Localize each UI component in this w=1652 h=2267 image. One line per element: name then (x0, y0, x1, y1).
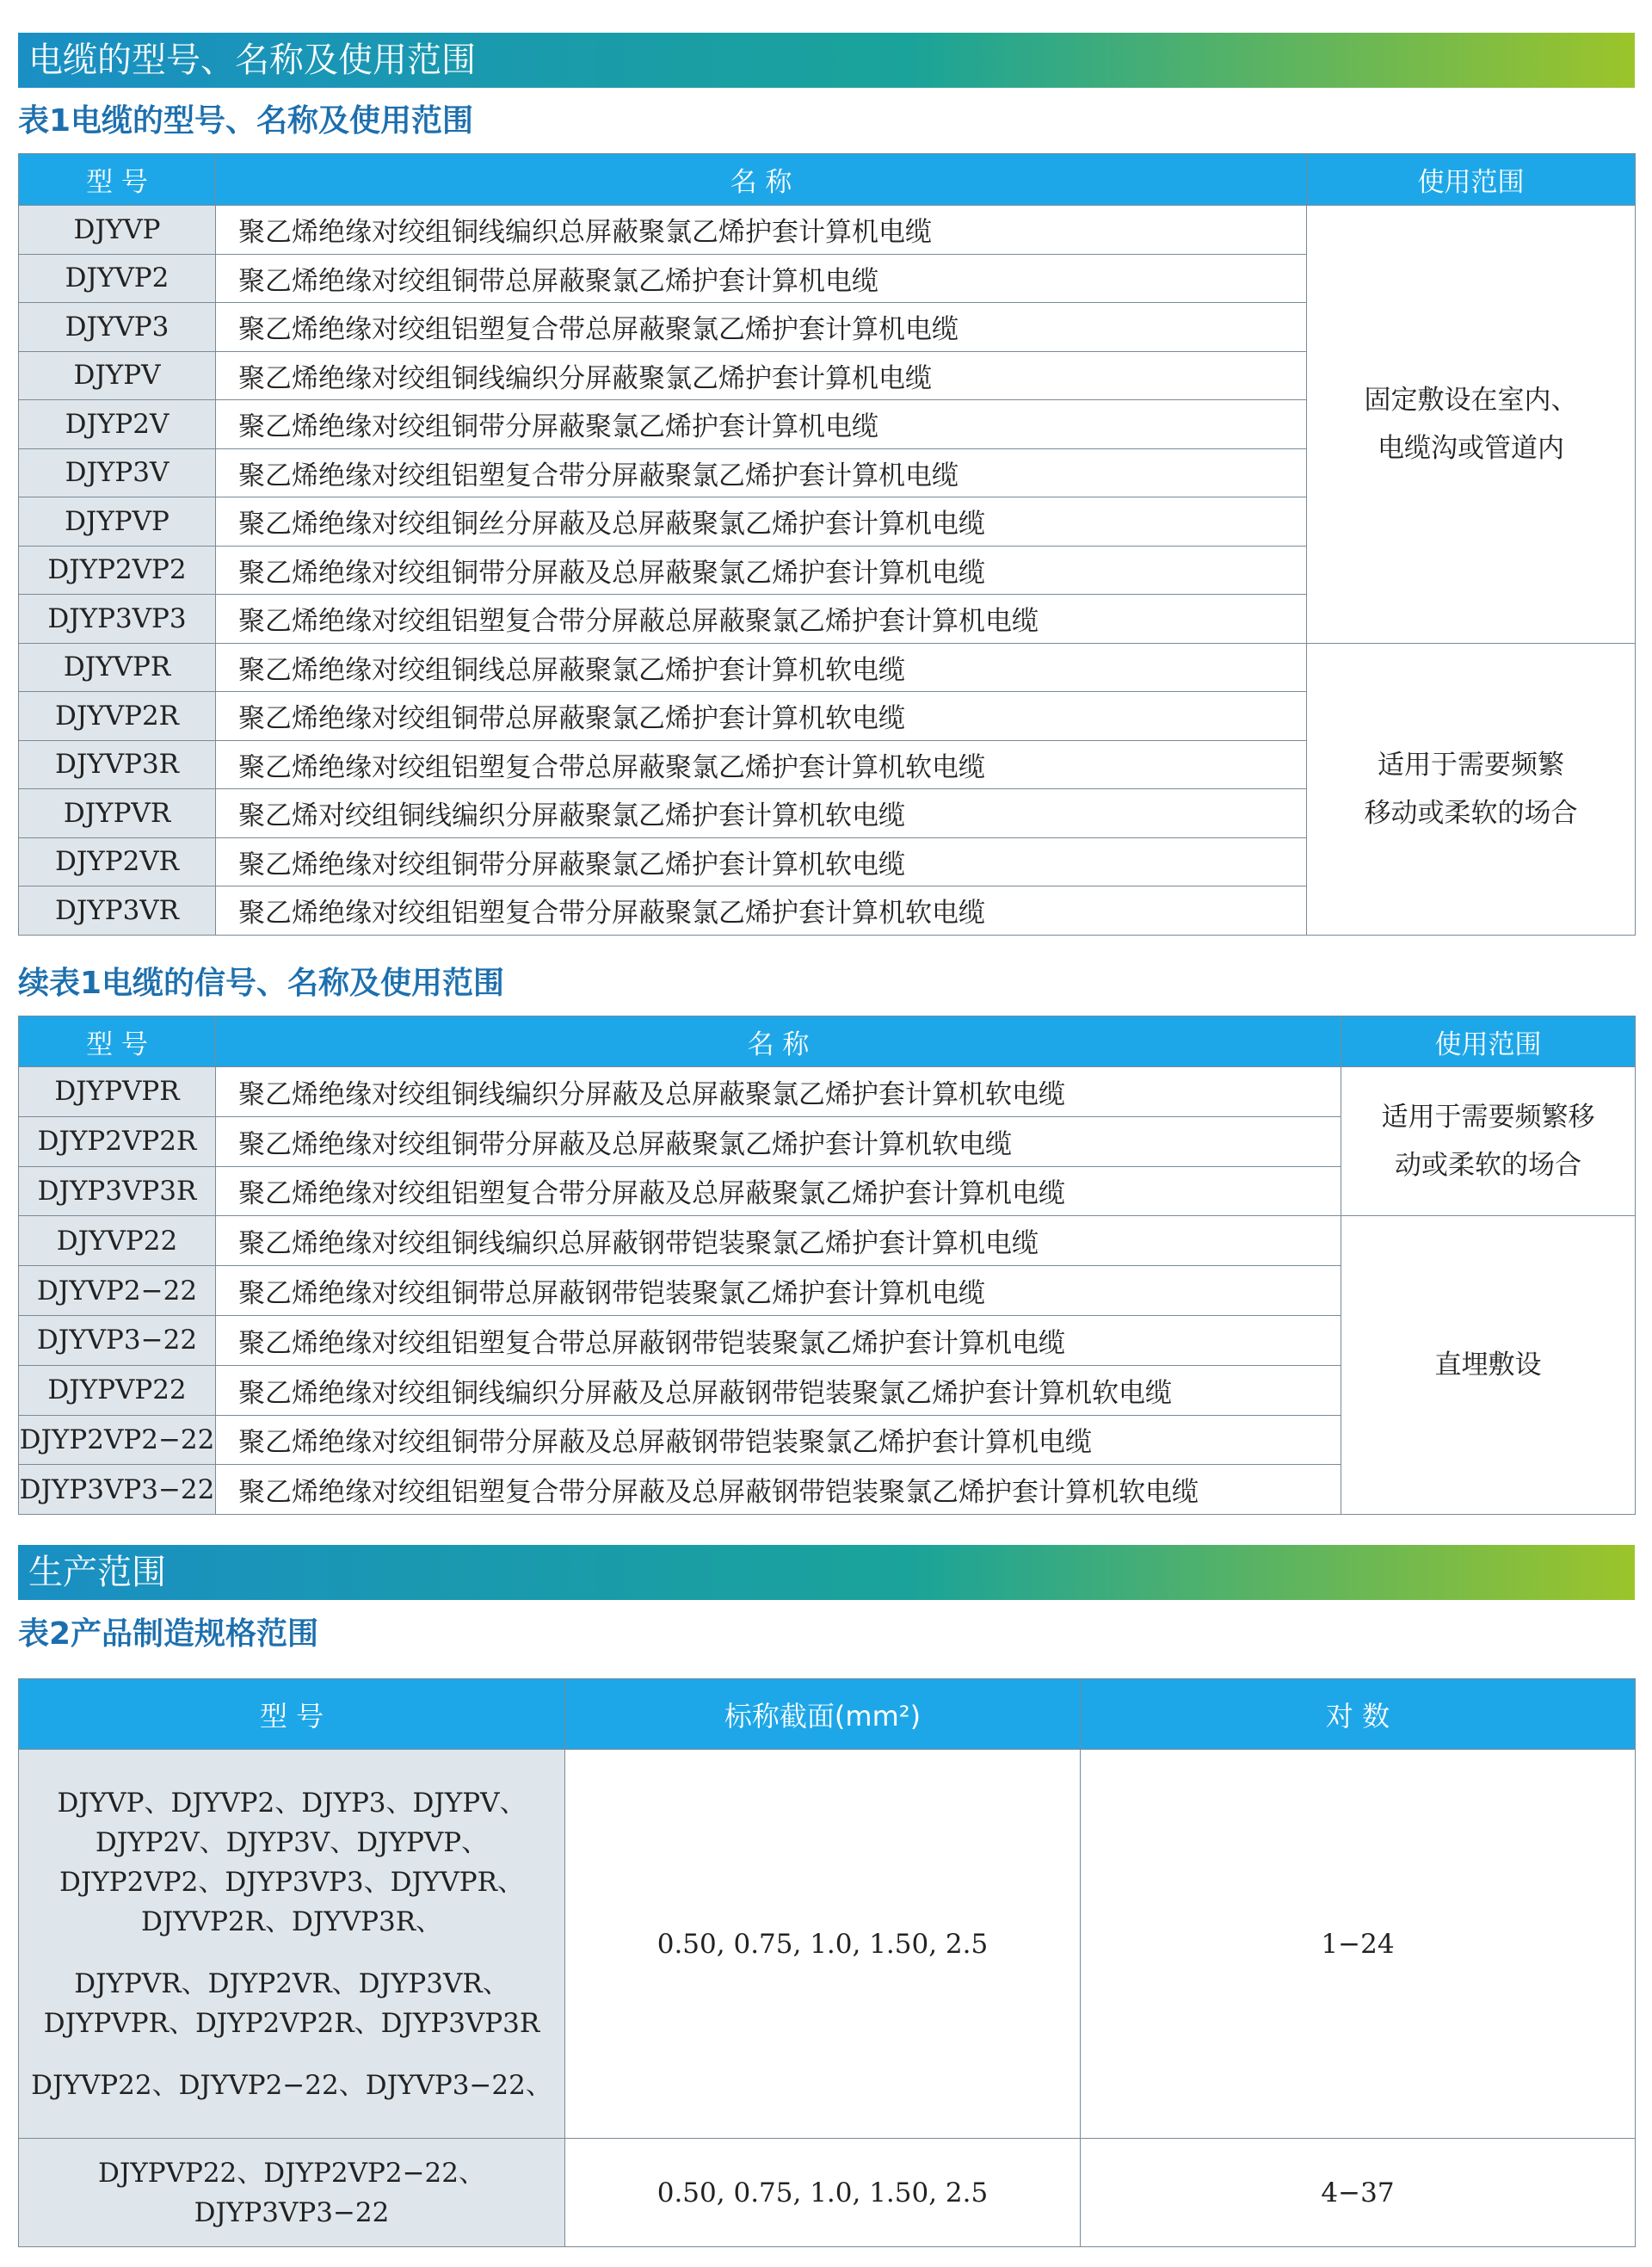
header-pairs: 对 数 (1081, 1679, 1636, 1750)
model-cell: DJYP2VP2−22 (19, 1415, 216, 1465)
model-line: DJYVP2R、DJYVP3R、 (140, 1906, 443, 1937)
name-cell: 聚乙烯绝缘对绞组铜线编织分屏蔽及总屏蔽聚氯乙烯护套计算机软电缆 (216, 1067, 1341, 1117)
name-cell: 聚乙烯对绞组铜线编织分屏蔽聚氯乙烯护套计算机软电缆 (216, 789, 1307, 838)
name-cell: 聚乙烯绝缘对绞组铜带总屏蔽聚氯乙烯护套计算机电缆 (216, 254, 1307, 303)
name-cell: 聚乙烯绝缘对绞组铝塑复合带分屏蔽聚氯乙烯护套计算机电缆 (216, 448, 1307, 497)
name-cell: 聚乙烯绝缘对绞组铜线编织总屏蔽钢带铠装聚氯乙烯护套计算机电缆 (216, 1216, 1341, 1266)
name-cell: 聚乙烯绝缘对绞组铝塑复合带分屏蔽及总屏蔽聚氯乙烯护套计算机电缆 (216, 1166, 1341, 1216)
model-cell: DJYP3VR (19, 886, 216, 936)
header-name: 名 称 (216, 154, 1307, 206)
name-cell: 聚乙烯绝缘对绞组铜带分屏蔽及总屏蔽钢带铠装聚氯乙烯护套计算机电缆 (216, 1415, 1341, 1465)
section-banner-cable-types: 电缆的型号、名称及使用范围 (18, 33, 1635, 88)
table2-caption: 表2产品制造规格范围 (18, 1616, 319, 1652)
model-list-cell (19, 2139, 565, 2247)
model-cell: DJYP3VP3 (19, 595, 216, 644)
table1 (18, 153, 1636, 936)
usage-cell (1341, 1067, 1636, 1216)
name-cell: 聚乙烯绝缘对绞组铝塑复合带总屏蔽聚氯乙烯护套计算机电缆 (216, 303, 1307, 352)
header-nominal-section: 标称截面(mm²) (565, 1679, 1081, 1750)
model-cell: DJYVP (19, 206, 216, 255)
usage-cell (1307, 643, 1636, 935)
name-cell: 聚乙烯绝缘对绞组铜线编织分屏蔽聚氯乙烯护套计算机电缆 (216, 351, 1307, 400)
model-line: DJYVP、DJYVP2、DJYP3、DJYPV、 (57, 1787, 527, 1819)
model-cell: DJYVPR (19, 643, 216, 692)
model-cell: DJYP2VR (19, 837, 216, 886)
model-cell: DJYVP2 (19, 254, 216, 303)
table-row (19, 206, 1636, 255)
name-cell: 聚乙烯绝缘对绞组铜带分屏蔽及总屏蔽聚氯乙烯护套计算机电缆 (216, 546, 1307, 595)
model-cell: DJYP2VP2R (19, 1116, 216, 1166)
model-cell: DJYPVP22 (19, 1365, 216, 1415)
name-cell: 聚乙烯绝缘对绞组铜丝分屏蔽及总屏蔽聚氯乙烯护套计算机电缆 (216, 497, 1307, 547)
model-line: DJYP2VP2、DJYP3VP3、DJYVPR、 (59, 1866, 524, 1898)
nominal-section-cell: 0.50, 0.75, 1.0, 1.50, 2.5 (565, 1750, 1081, 2139)
name-cell: 聚乙烯绝缘对绞组铝塑复合带总屏蔽聚氯乙烯护套计算机软电缆 (216, 740, 1307, 789)
model-line: DJYPVR、DJYP2VR、DJYP3VR、 (74, 1967, 509, 1999)
model-cell: DJYPVP (19, 497, 216, 547)
nominal-section-cell: 0.50, 0.75, 1.0, 1.50, 2.5 (565, 2139, 1081, 2247)
model-cell: DJYPV (19, 351, 216, 400)
usage-line: 移动或柔软的场合 (1364, 797, 1578, 829)
model-cell: DJYVP3 (19, 303, 216, 352)
header-usage: 使用范围 (1307, 154, 1636, 206)
name-cell: 聚乙烯绝缘对绞组铝塑复合带总屏蔽钢带铠装聚氯乙烯护套计算机电缆 (216, 1315, 1341, 1365)
model-cell: DJYVP3−22 (19, 1315, 216, 1365)
name-cell: 聚乙烯绝缘对绞组铝塑复合带分屏蔽及总屏蔽钢带铠装聚氯乙烯护套计算机软电缆 (216, 1465, 1341, 1515)
table-row (19, 2139, 1636, 2247)
name-cell: 聚乙烯绝缘对绞组铜线编织总屏蔽聚氯乙烯护套计算机电缆 (216, 206, 1307, 255)
name-cell: 聚乙烯绝缘对绞组铜带总屏蔽钢带铠装聚氯乙烯护套计算机电缆 (216, 1266, 1341, 1316)
usage-line: 动或柔软的场合 (1395, 1150, 1581, 1182)
table-row (19, 643, 1636, 692)
usage-line: 适用于需要频繁移 (1381, 1102, 1595, 1134)
model-cell: DJYP3V (19, 448, 216, 497)
name-cell: 聚乙烯绝缘对绞组铜带分屏蔽聚氯乙烯护套计算机软电缆 (216, 837, 1307, 886)
model-line: DJYVP22、DJYVP2−22、DJYVP3−22、 (31, 2069, 552, 2101)
model-cell: DJYVP2R (19, 692, 216, 741)
model-cell: DJYVP3R (19, 740, 216, 789)
model-line: DJYPVPR、DJYP2VP2R、DJYP3VP3R (43, 2007, 540, 2039)
header-model: 型 号 (19, 154, 216, 206)
model-line: DJYP2V、DJYP3V、DJYPVP、 (95, 1826, 489, 1858)
usage-line: 适用于需要频繁 (1378, 749, 1564, 781)
name-cell: 聚乙烯绝缘对绞组铜带总屏蔽聚氯乙烯护套计算机软电缆 (216, 692, 1307, 741)
model-cell: DJYP2V (19, 400, 216, 449)
name-cell: 聚乙烯绝缘对绞组铜带分屏蔽及总屏蔽聚氯乙烯护套计算机软电缆 (216, 1116, 1341, 1166)
usage-cell (1341, 1216, 1636, 1515)
model-cell: DJYVP22 (19, 1216, 216, 1266)
pairs-cell: 1−24 (1081, 1750, 1636, 2139)
name-cell: 聚乙烯绝缘对绞组铝塑复合带分屏蔽聚氯乙烯护套计算机软电缆 (216, 886, 1307, 936)
model-cell: DJYPVPR (19, 1067, 216, 1117)
name-cell: 聚乙烯绝缘对绞组铝塑复合带分屏蔽总屏蔽聚氯乙烯护套计算机电缆 (216, 595, 1307, 644)
model-cell: DJYVP2−22 (19, 1266, 216, 1316)
model-line: DJYPVP22、DJYP2VP2−22、 (97, 2157, 485, 2189)
header-model: 型 号 (19, 1016, 216, 1067)
table1-caption: 表1电缆的型号、名称及使用范围 (18, 103, 474, 139)
table1-continued (18, 1016, 1636, 1515)
section-banner-production-range: 生产范围 (18, 1545, 1635, 1600)
pairs-cell: 4−37 (1081, 2139, 1636, 2247)
model-cell: DJYP3VP3−22 (19, 1465, 216, 1515)
model-cell: DJYPVR (19, 789, 216, 838)
table-row (19, 1750, 1636, 2139)
model-cell: DJYP3VP3R (19, 1166, 216, 1216)
header-name: 名 称 (216, 1016, 1341, 1067)
model-list-cell (19, 1750, 565, 2139)
usage-line: 固定敷设在室内、 (1364, 384, 1578, 416)
header-usage: 使用范围 (1341, 1016, 1636, 1067)
table-row (19, 1067, 1636, 1117)
table1-continued-caption: 续表1电缆的信号、名称及使用范围 (18, 966, 505, 1001)
table2 (18, 1678, 1636, 2247)
model-line: DJYP3VP3−22 (194, 2196, 390, 2228)
usage-cell (1307, 206, 1636, 644)
name-cell: 聚乙烯绝缘对绞组铜带分屏蔽聚氯乙烯护套计算机电缆 (216, 400, 1307, 449)
table-row (19, 1216, 1636, 1266)
usage-line: 电缆沟或管道内 (1378, 432, 1564, 464)
name-cell: 聚乙烯绝缘对绞组铜线编织分屏蔽及总屏蔽钢带铠装聚氯乙烯护套计算机软电缆 (216, 1365, 1341, 1415)
model-cell: DJYP2VP2 (19, 546, 216, 595)
header-model: 型 号 (19, 1679, 565, 1750)
usage-line: 直埋敷设 (1434, 1350, 1542, 1381)
name-cell: 聚乙烯绝缘对绞组铜线总屏蔽聚氯乙烯护套计算机软电缆 (216, 643, 1307, 692)
